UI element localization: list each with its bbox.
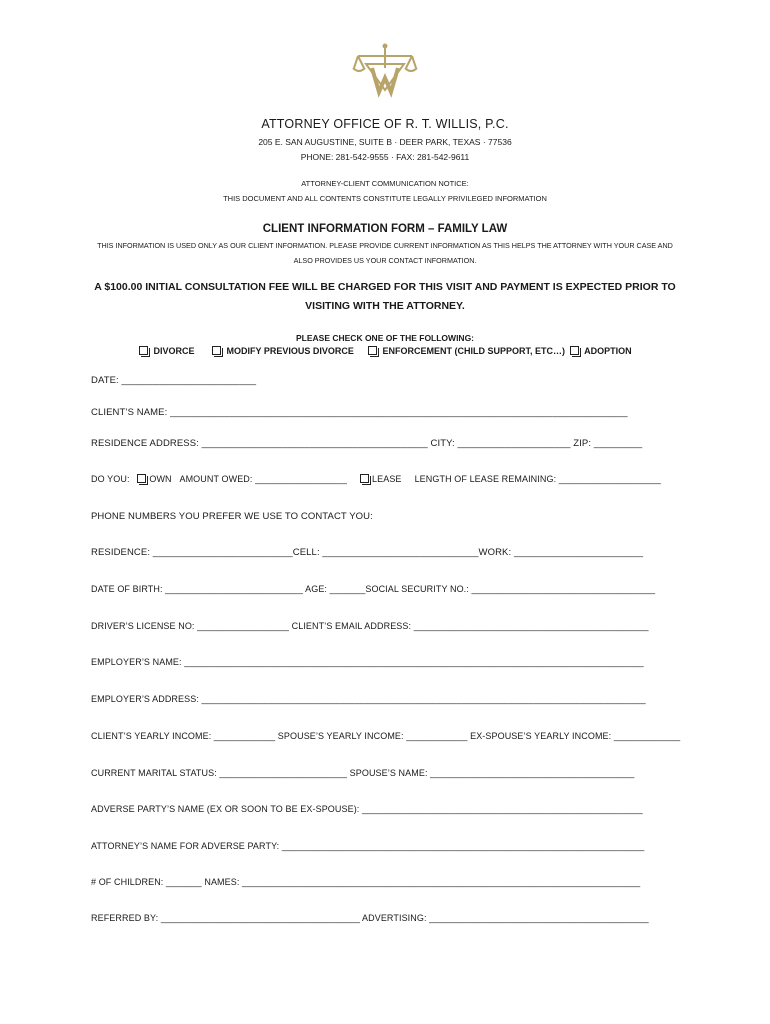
lease-checkbox-icon[interactable] (360, 474, 369, 483)
consultation-fee-line-1: A $100.00 INITIAL CONSULTATION FEE WILL BE CHARGED FOR THIS VISIT AND PAYMENT IS EXPECTED PRIOR TO (94, 281, 676, 293)
phone-numbers-fields[interactable]: RESIDENCE: __________________________CELL: _____________________________WORK: ________________________ (91, 547, 644, 558)
marital-spouse-fields[interactable]: CURRENT MARITAL STATUS: _________________________ SPOUSE’S NAME: ________________________________________ (91, 768, 635, 778)
income-fields[interactable]: CLIENT’S YEARLY INCOME: ____________ SPOUSE’S YEARLY INCOME: ____________ EX-SPOUSE’S YEARLY INCOME: _____________ (91, 731, 681, 741)
phone-numbers-heading: PHONE NUMBERS YOU PREFER WE USE TO CONTACT YOU: (91, 511, 373, 522)
lease-remaining-field[interactable]: LENGTH OF LEASE REMAINING: ____________________ (414, 474, 661, 484)
form-info-line-2: ALSO PROVIDES US YOUR CONTACT INFORMATION. (293, 256, 477, 265)
checkbox-icon[interactable] (212, 346, 221, 355)
date-field[interactable]: DATE: _________________________ (91, 375, 257, 386)
adverse-attorney-field[interactable]: ATTORNEY’S NAME FOR ADVERSE PARTY: _______________________________________________________________________ (91, 841, 645, 851)
option-label: DIVORCE (153, 346, 195, 356)
firm-address: 205 E. SAN AUGUSTINE, SUITE B · DEER PARK, TEXAS · 77536 (258, 137, 512, 147)
consultation-fee-line-2: VISITING WITH THE ATTORNEY. (305, 300, 465, 312)
amount-owed-field[interactable]: AMOUNT OWED: __________________ (179, 474, 347, 484)
birth-age-ssn-fields[interactable]: DATE OF BIRTH: ___________________________ AGE: _______SOCIAL SECURITY NO.: ____________________________________ (91, 584, 656, 594)
case-type-heading: PLEASE CHECK ONE OF THE FOLLOWING: (295, 333, 475, 343)
checkbox-icon[interactable] (368, 346, 377, 355)
own-label: OWN (149, 474, 172, 484)
privilege-notice-text: THIS DOCUMENT AND ALL CONTENTS CONSTITUTE LEGALLY PRIVILEGED INFORMATION (223, 194, 547, 203)
privilege-notice-title: ATTORNEY-CLIENT COMMUNICATION NOTICE: (301, 179, 469, 188)
option-label: MODIFY PREVIOUS DIVORCE (226, 346, 354, 356)
form-title: CLIENT INFORMATION FORM – FAMILY LAW (262, 223, 508, 235)
firm-name: ATTORNEY OFFICE OF R. T. WILLIS, P.C. (261, 117, 509, 131)
residence-address-field[interactable]: RESIDENCE ADDRESS: __________________________________________ CITY: _____________________ ZIP: _________ (91, 438, 643, 449)
referral-fields[interactable]: REFERRED BY: _______________________________________ ADVERTISING: ___________________________________________ (91, 913, 649, 923)
option-enforcement[interactable] (368, 346, 565, 356)
housing-row (91, 474, 661, 484)
lease-label: LEASE (372, 474, 402, 484)
adverse-party-field[interactable]: ADVERSE PARTY’S NAME (EX OR SOON TO BE EX-SPOUSE): _______________________________________________________ (91, 804, 643, 814)
employer-name-field[interactable]: EMPLOYER’S NAME: __________________________________________________________________________________________ (91, 657, 644, 667)
client-name-field[interactable]: CLIENT’S NAME: _____________________________________________________________________________________ (91, 407, 628, 418)
scales-of-justice-logo-icon (352, 42, 418, 100)
option-label: ADOPTION (584, 346, 632, 356)
own-checkbox-icon[interactable] (137, 474, 146, 483)
license-email-fields[interactable]: DRIVER’S LICENSE NO: __________________ CLIENT’S EMAIL ADDRESS: ______________________________________________ (91, 621, 649, 631)
employer-address-field[interactable]: EMPLOYER’S ADDRESS: _______________________________________________________________________________________ (91, 694, 646, 704)
form-info-line-1: THIS INFORMATION IS USED ONLY AS OUR CLIENT INFORMATION. PLEASE PROVIDE CURRENT INFORMATION AS THIS HELPS THE ATTORNEY WITH YOUR CASE AND (97, 241, 673, 250)
checkbox-icon[interactable] (139, 346, 148, 355)
option-adoption[interactable] (570, 346, 632, 356)
option-label: ENFORCEMENT (CHILD SUPPORT, ETC…) (382, 346, 566, 356)
do-you-label: DO YOU: (91, 474, 130, 484)
option-divorce[interactable] (139, 346, 195, 356)
option-modify-previous-divorce[interactable] (212, 346, 354, 356)
checkbox-icon[interactable] (570, 346, 579, 355)
firm-phone-fax: PHONE: 281-542-9555 · FAX: 281-542-9611 (300, 152, 470, 162)
children-fields[interactable]: # OF CHILDREN: _______ NAMES: ______________________________________________________________________________ (91, 877, 641, 887)
